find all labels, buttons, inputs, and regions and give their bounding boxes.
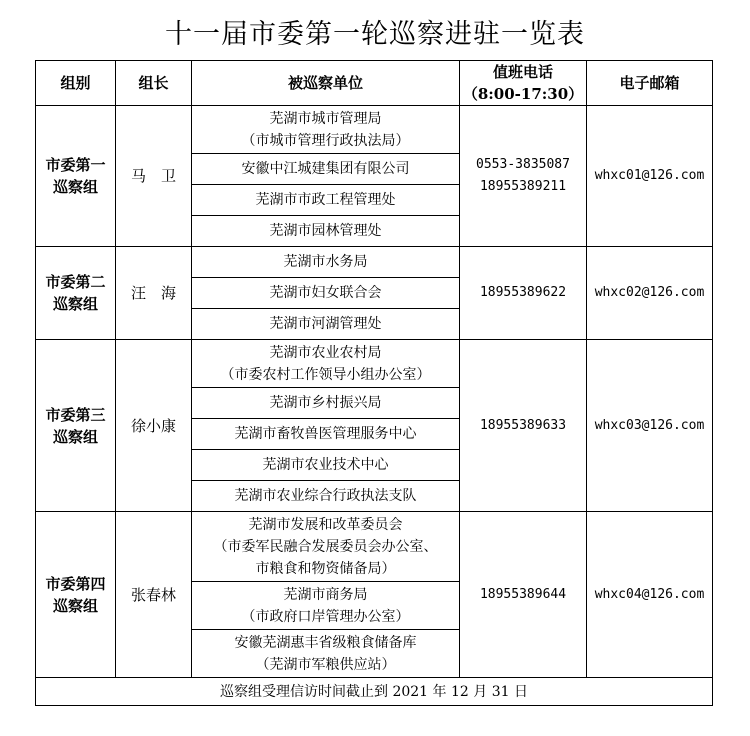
header-phone bbox=[460, 61, 587, 106]
duty-phone: 18955389622 bbox=[460, 247, 587, 340]
header-leader: 组长 bbox=[116, 61, 192, 106]
group-name-line: 市委第一 bbox=[45, 156, 106, 174]
inspected-unit: 芜湖市农业技术中心 bbox=[192, 450, 460, 481]
group-name-line: 巡察组 bbox=[52, 596, 98, 615]
inspected-unit: 芜湖市河湖管理处 bbox=[192, 309, 460, 340]
phone-line: 18955389211 bbox=[479, 179, 567, 194]
inspected-unit bbox=[192, 630, 460, 678]
unit-line: （市委农村工作领导小组办公室） bbox=[220, 366, 431, 383]
inspection-table bbox=[35, 60, 713, 706]
header-phone-hours: （8:00-17:30） bbox=[462, 85, 584, 103]
group-leader: 徐小康 bbox=[116, 340, 192, 512]
group-name-line: 市委第三 bbox=[45, 405, 106, 424]
table-row bbox=[36, 106, 713, 154]
email-address: whxc02@126.com bbox=[587, 247, 713, 340]
footer-row bbox=[36, 678, 713, 706]
table-row bbox=[36, 340, 713, 388]
email-address: whxc03@126.com bbox=[587, 340, 713, 512]
page-title: 十一届市委第一轮巡察进驻一览表 bbox=[165, 19, 585, 50]
table-row bbox=[36, 512, 713, 582]
unit-line: （市政府口岸管理办公室） bbox=[241, 608, 410, 625]
group-name-line: 市委第四 bbox=[45, 574, 106, 593]
inspected-unit bbox=[192, 512, 460, 582]
unit-line: 芜湖市发展和改革委员会 bbox=[248, 516, 403, 533]
header-row bbox=[36, 61, 713, 106]
inspected-unit bbox=[192, 106, 460, 154]
inspected-unit: 芜湖市妇女联合会 bbox=[192, 278, 460, 309]
email-address: whxc04@126.com bbox=[587, 512, 713, 678]
footer-note: 巡察组受理信访时间截止到 2021 年 12 月 31 日 bbox=[36, 678, 713, 706]
unit-line: 芜湖市农业农村局 bbox=[269, 344, 382, 361]
inspected-unit bbox=[192, 582, 460, 630]
table-row bbox=[36, 247, 713, 278]
inspected-unit bbox=[192, 340, 460, 388]
unit-line: （市城市管理行政执法局） bbox=[241, 132, 410, 149]
group-name-line: 市委第二 bbox=[45, 273, 106, 291]
group-name-line: 巡察组 bbox=[52, 427, 98, 446]
header-units: 被巡察单位 bbox=[192, 61, 460, 106]
unit-line: 芜湖市商务局 bbox=[283, 586, 368, 603]
inspected-unit: 芜湖市乡村振兴局 bbox=[192, 388, 460, 419]
unit-line: 市粮食和物资储备局） bbox=[255, 560, 396, 577]
group-name bbox=[36, 106, 116, 247]
inspected-unit: 芜湖市畜牧兽医管理服务中心 bbox=[192, 419, 460, 450]
inspected-unit: 芜湖市市政工程管理处 bbox=[192, 185, 460, 216]
email-address: whxc01@126.com bbox=[587, 106, 713, 247]
inspected-unit: 芜湖市水务局 bbox=[192, 247, 460, 278]
duty-phone: 18955389644 bbox=[460, 512, 587, 678]
inspected-unit: 安徽中江城建集团有限公司 bbox=[192, 154, 460, 185]
group-leader: 张春林 bbox=[116, 512, 192, 678]
phone-line: 0553-3835087 bbox=[476, 157, 570, 172]
unit-line: （芜湖市军粮供应站） bbox=[255, 656, 396, 673]
group-leader: 马 卫 bbox=[116, 106, 192, 247]
duty-phone: 18955389633 bbox=[460, 340, 587, 512]
group-name bbox=[36, 340, 116, 512]
unit-line: 安徽芜湖惠丰省级粮食储备库 bbox=[234, 634, 417, 651]
group-name bbox=[36, 512, 116, 678]
group-name bbox=[36, 247, 116, 340]
group-name-line: 巡察组 bbox=[52, 295, 98, 313]
group-leader: 汪 海 bbox=[116, 247, 192, 340]
unit-line: 芜湖市城市管理局 bbox=[269, 110, 382, 127]
group-name-line: 巡察组 bbox=[52, 178, 98, 196]
duty-phone bbox=[460, 106, 587, 247]
unit-line: （市委军民融合发展委员会办公室、 bbox=[213, 538, 438, 555]
inspected-unit: 芜湖市农业综合行政执法支队 bbox=[192, 481, 460, 512]
header-email: 电子邮箱 bbox=[587, 61, 713, 106]
header-group: 组别 bbox=[36, 61, 116, 106]
inspected-unit: 芜湖市园林管理处 bbox=[192, 216, 460, 247]
header-phone-label: 值班电话 bbox=[492, 63, 553, 81]
